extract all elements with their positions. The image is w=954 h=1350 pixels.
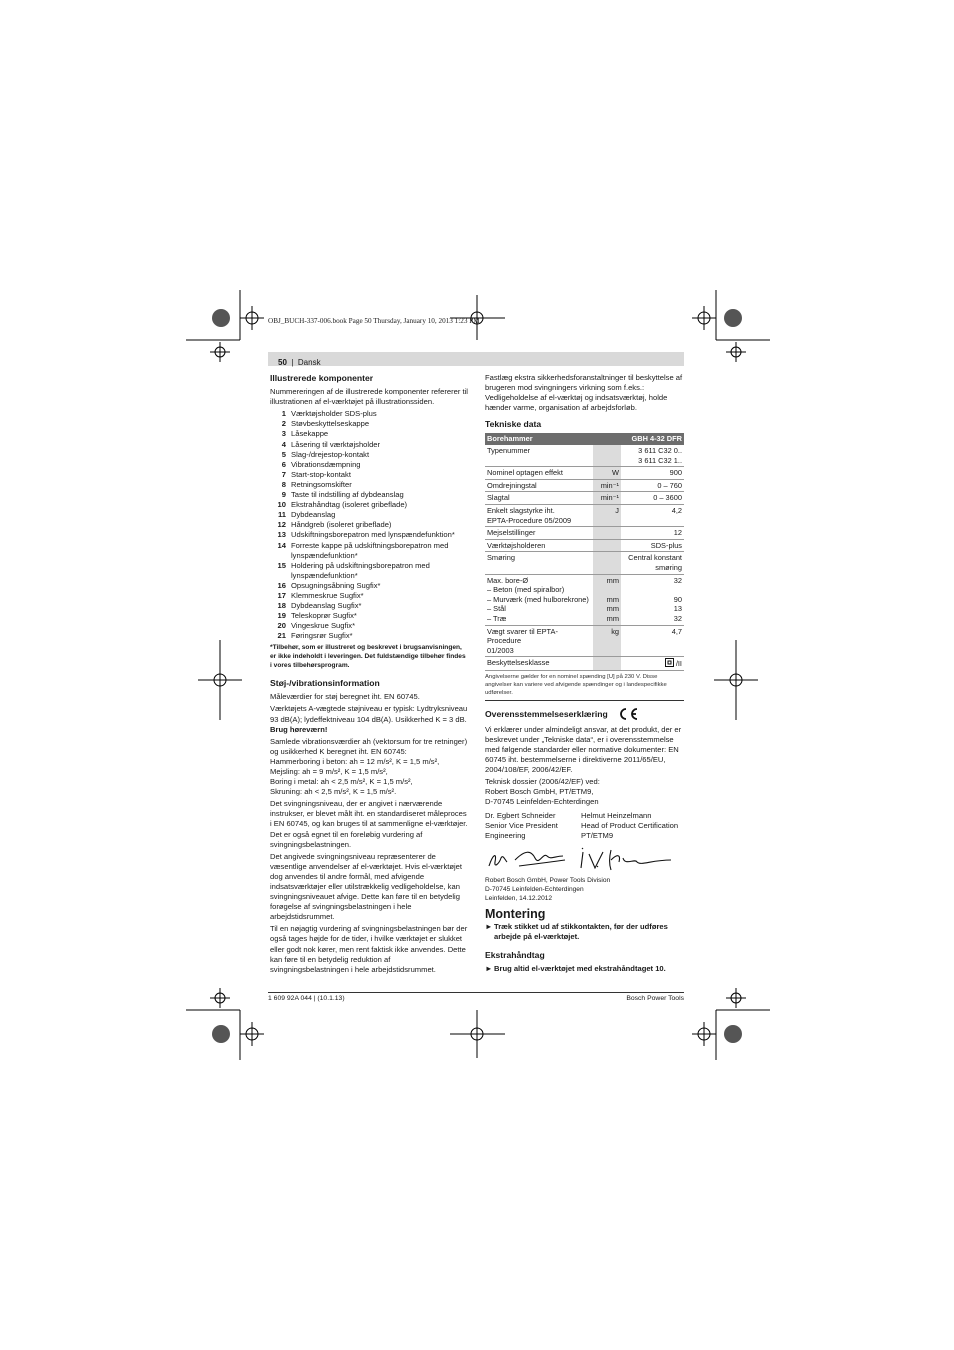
table-row bbox=[485, 552, 684, 574]
item-text: Dybdeanslag Sugfix* bbox=[291, 601, 362, 611]
table-cell-value: 4,2 bbox=[621, 505, 684, 527]
item-text: Teleskoprør Sugfix* bbox=[291, 611, 357, 621]
table-cell-label: Slagtal bbox=[485, 492, 593, 505]
table-cell-value: 3 611 C32 0.. 3 611 C32 1.. bbox=[621, 445, 684, 467]
dossier-text: Teknisk dossier (2006/42/EF) ved: Robert Bosch GmbH, PT/ETM9, D-70745 Leinfelden-Echterdingen bbox=[485, 777, 600, 807]
list-item bbox=[270, 480, 469, 490]
item-text: Opsugningsåbning Sugfix* bbox=[291, 580, 381, 590]
accessory-note: *Tilbehør, som er illustreret og beskrevet i brugsanvisningen, er ikke indeholdt i leveringen. Det fuldstændige tilbehør findes i vores tilbehørsprogram. bbox=[270, 644, 466, 669]
item-number: 20 bbox=[277, 621, 286, 631]
table-cell-unit: min⁻¹ bbox=[593, 479, 621, 492]
table-cell-value: /II bbox=[621, 657, 684, 671]
table-cell-unit bbox=[593, 527, 621, 540]
list-item bbox=[270, 429, 469, 439]
list-item bbox=[270, 581, 469, 591]
item-number: 11 bbox=[277, 510, 286, 520]
table-note: Angivelserne gælder for en nominel spænding [U] på 230 V. Disse angivelser kan variere ved afvigende spændinger og i landespecifikke udførelser. bbox=[485, 673, 684, 701]
ekstra-title: Ekstrahåndtag bbox=[485, 949, 545, 960]
list-item bbox=[270, 500, 469, 510]
table-cell-value: Central konstant smøring bbox=[621, 552, 684, 574]
table-row bbox=[485, 625, 684, 657]
table-row bbox=[485, 574, 684, 625]
vib-line: Hammerboring i beton: ah = 12 m/s², K = 1,5 m/s², bbox=[270, 756, 440, 766]
item-number: 15 bbox=[277, 560, 286, 570]
file-slug: OBJ_BUCH-337-006.book Page 50 Thursday, January 10, 2013 1:23 PM bbox=[268, 317, 480, 325]
table-cell-value: 4,7 bbox=[621, 625, 684, 657]
item-number: 4 bbox=[281, 439, 286, 449]
list-item bbox=[270, 601, 469, 611]
vib-p2: Det angivede svingningsniveau repræsenterer de væsentlige anvendelser af el-værktøjet. Hvis el-værktøjet dog anvendes til andre formål, med afvigende indsatsværktøjer eller utilstrækkelig vedligeholdelse, kan svingningsniveauet afvige. Dette kan føre til en betydelig forøgelse af svingningsbelastningen i hele arbejdstidsrummet. bbox=[270, 851, 463, 922]
table-row bbox=[485, 492, 684, 505]
item-number: 8 bbox=[281, 479, 286, 489]
item-number: 16 bbox=[277, 580, 286, 590]
item-number: 1 bbox=[281, 409, 286, 419]
table-row bbox=[485, 467, 684, 480]
noise-warning: Brug høreværn! bbox=[270, 724, 328, 734]
item-number: 17 bbox=[277, 590, 286, 600]
item-number: 9 bbox=[281, 490, 286, 500]
vib-p1: Det svingningsniveau, der er angivet i nærværende instrukser, er blevet målt iht. en standardiseret måleproces i EN 60745, og kan bruges til at sammenligne el-værktøjer. Det er også egnet til en foreløbig vurdering af svingningsbelastningen. bbox=[270, 799, 468, 849]
table-cell-value: SDS-plus bbox=[621, 539, 684, 552]
list-item bbox=[270, 419, 469, 429]
list-item bbox=[270, 591, 469, 601]
montering-text: Træk stikket ud af stikkontakten, før der udføres arbejde på el-værktøjet. bbox=[494, 921, 668, 941]
item-text: Håndgreb (isoleret gribeflade) bbox=[291, 520, 392, 530]
item-text: Støvbeskyttelseskappe bbox=[291, 419, 370, 429]
table-row bbox=[485, 657, 684, 671]
table-cell-label: Værktøjsholderen bbox=[485, 539, 593, 552]
bullet-arrow-icon: ► bbox=[485, 921, 493, 931]
page-number: 50 bbox=[278, 358, 287, 367]
header-language: Dansk bbox=[297, 358, 321, 367]
components-intro: Nummereringen af de illustrerede komponenter refererer til illustrationen af el-værktøjet på illustrationssiden. bbox=[270, 387, 468, 407]
item-number: 14 bbox=[277, 540, 286, 550]
item-number: 21 bbox=[277, 631, 286, 641]
table-row bbox=[485, 539, 684, 552]
item-number: 19 bbox=[277, 611, 286, 621]
table-cell-label: Max. bore-Ø – Beton (med spiralbor) – Murværk (med hulborekrone) – Stål – Træ bbox=[485, 574, 593, 625]
page-footer bbox=[268, 992, 684, 1002]
item-text: Udskiftningsborepatron med lynspændefunktion* bbox=[291, 530, 455, 540]
list-item bbox=[270, 460, 469, 470]
list-item bbox=[270, 440, 469, 450]
list-item bbox=[270, 530, 469, 540]
item-number: 7 bbox=[281, 469, 286, 479]
ekstra-text: Brug altid el-værktøjet med ekstrahåndtaget 10. bbox=[494, 963, 666, 973]
item-text: Vingeskrue Sugfix* bbox=[291, 621, 356, 631]
vib-line: Mejsling: ah = 9 m/s², K = 1,5 m/s², bbox=[270, 766, 388, 776]
header-separator: | bbox=[291, 358, 294, 367]
table-cell-label: Enkelt slagstyrke iht. EPTA-Procedure 05/2009 bbox=[485, 505, 593, 527]
sign-lines: Robert Bosch GmbH, Power Tools Division D-70745 Leinfelden-Echterdingen Leinfelden, 14.12.2012 bbox=[485, 876, 611, 902]
table-cell-label: Omdrejningstal bbox=[485, 479, 593, 492]
item-number: 13 bbox=[277, 530, 286, 540]
table-cell-unit: min⁻¹ bbox=[593, 492, 621, 505]
table-cell-unit: mm mm mm mm bbox=[593, 574, 621, 625]
item-text: Forreste kappe på udskiftningsborepatron med lynspændefunktion* bbox=[291, 540, 449, 560]
item-text: Retningsomskifter bbox=[291, 479, 352, 489]
list-item bbox=[270, 409, 469, 419]
item-text: Ekstrahåndtag (isoleret gribeflade) bbox=[291, 500, 408, 510]
vib-line: Skruning: ah < 2,5 m/s², K = 1,5 m/s². bbox=[270, 787, 397, 797]
tech-title: Tekniske data bbox=[485, 419, 542, 430]
vib-p4: Fastlæg ekstra sikkerhedsforanstaltninger til beskyttelse af brugeren mod svingningers virkning som f.eks.: Vedligeholdelse af el-værktøj og indsatsværktøj, holde hænder varme, organisation af arbejdsforløb. bbox=[485, 373, 683, 413]
table-cell-label: Nominel optagen effekt bbox=[485, 467, 593, 480]
vib-intro: Samlede vibrationsværdier ah (vektorsum for tre retninger) og usikkerhed K beregnet iht. EN 60745: bbox=[270, 736, 468, 756]
page-header bbox=[268, 352, 684, 366]
item-text: Føringsrør Sugfix* bbox=[291, 631, 353, 641]
item-text: Vibrationsdæmpning bbox=[291, 459, 361, 469]
table-cell-unit bbox=[593, 657, 621, 671]
ekstra-item bbox=[485, 964, 684, 974]
list-item bbox=[270, 450, 469, 460]
item-text: Låsering til værktøjsholder bbox=[291, 439, 381, 449]
table-cell-unit: kg bbox=[593, 625, 621, 657]
item-number: 18 bbox=[277, 601, 286, 611]
list-item bbox=[270, 541, 469, 561]
footer-doc-number: 1 609 92A 044 | (10.1.13) bbox=[268, 995, 345, 1002]
table-cell-label: Mejselstillinger bbox=[485, 527, 593, 540]
signer-2: Helmut Heinzelmann Head of Product Certification PT/ETM9 bbox=[581, 811, 679, 841]
list-item bbox=[270, 611, 469, 621]
components-title: Illustrerede komponenter bbox=[270, 373, 374, 383]
table-row bbox=[485, 479, 684, 492]
item-text: Låsekappe bbox=[291, 429, 329, 439]
item-text: Dybdeanslag bbox=[291, 510, 336, 520]
conformity-heading bbox=[485, 707, 684, 721]
table-cell-value: 0 – 760 bbox=[621, 479, 684, 492]
list-item bbox=[270, 490, 469, 500]
table-cell-unit bbox=[593, 552, 621, 574]
signatures-image bbox=[485, 844, 684, 874]
item-text: Klemmeskrue Sugfix* bbox=[291, 590, 364, 600]
components-list bbox=[270, 409, 469, 641]
footer-brand: Bosch Power Tools bbox=[626, 995, 684, 1002]
item-text: Holdering på udskiftningsborepatron med lynspændefunktion* bbox=[291, 560, 430, 580]
vib-line: Boring i metal: ah < 2,5 m/s², K = 1,5 m/s², bbox=[270, 777, 413, 787]
table-cell-value: 12 bbox=[621, 527, 684, 540]
noise-title: Støj-/vibrationsinformation bbox=[270, 678, 380, 689]
list-item bbox=[270, 470, 469, 480]
table-header-row bbox=[485, 433, 684, 445]
montering-item bbox=[485, 922, 684, 942]
table-header-label: Borehammer bbox=[485, 433, 593, 445]
item-number: 10 bbox=[277, 500, 286, 510]
table-cell-unit: W bbox=[593, 467, 621, 480]
list-item bbox=[270, 510, 469, 520]
vib-p3: Til en nøjagtig vurdering af svingningsbelastningen bør der også tages højde for de tider, i hvilke værktøjet er slukket eller godt nok kører, men rent faktisk ikke anvendes. Dette kan føre til en betydelig reduktion af svingningsbelastningen i hele arbejdstidsrummet. bbox=[270, 924, 468, 974]
table-cell-label: Vægt svarer til EPTA-Procedure 01/2003 bbox=[485, 625, 593, 657]
item-number: 3 bbox=[281, 429, 286, 439]
conformity-title: Overensstemmelseserklæring bbox=[485, 708, 608, 719]
table-row bbox=[485, 505, 684, 527]
table-cell-value: 900 bbox=[621, 467, 684, 480]
list-item bbox=[270, 520, 469, 530]
table-cell-unit bbox=[593, 445, 621, 467]
item-text: Værktøjsholder SDS-plus bbox=[291, 409, 377, 419]
bullet-arrow-icon: ► bbox=[485, 963, 493, 973]
protection-class-icon bbox=[665, 658, 674, 667]
table-cell-label: Typenummer bbox=[485, 445, 593, 467]
tech-data-table bbox=[485, 433, 684, 670]
table-cell-label: Smøring bbox=[485, 552, 593, 574]
table-cell-value: 32 90 13 32 bbox=[621, 574, 684, 625]
list-item bbox=[270, 631, 469, 641]
montering-title: Montering bbox=[485, 906, 546, 921]
ce-mark-icon bbox=[618, 707, 640, 721]
conformity-text: Vi erklærer under almindeligt ansvar, at det produkt, der er beskrevet under „Tekniske data“, er i overensstemmelse med følgende standarder eller normative dokumenter: EN 60745 iht. bestemmelserne i direktiverne 2011/65/EU, 2004/108/EF, 2006/42/EF. bbox=[485, 724, 682, 774]
table-header-model: GBH 4-32 DFR bbox=[621, 433, 684, 445]
item-text: Taste til indstilling af dybdeanslag bbox=[291, 490, 404, 500]
table-cell-unit bbox=[593, 539, 621, 552]
list-item bbox=[270, 621, 469, 631]
item-number: 5 bbox=[281, 449, 286, 459]
left-column bbox=[270, 373, 469, 977]
signers bbox=[485, 811, 684, 841]
right-column bbox=[485, 373, 684, 974]
item-text: Start-stop-kontakt bbox=[291, 469, 351, 479]
table-row bbox=[485, 527, 684, 540]
table-cell-unit: J bbox=[593, 505, 621, 527]
item-number: 2 bbox=[281, 419, 286, 429]
item-text: Slag-/drejestop-kontakt bbox=[291, 449, 370, 459]
list-item bbox=[270, 561, 469, 581]
signer-1: Dr. Egbert Schneider Senior Vice President Engineering bbox=[485, 811, 558, 841]
table-row bbox=[485, 445, 684, 467]
item-number: 12 bbox=[277, 520, 286, 530]
noise-p1: Måleværdier for støj beregnet iht. EN 60745. bbox=[270, 692, 420, 702]
table-cell-label: Beskyttelsesklasse bbox=[485, 657, 593, 671]
noise-p2: Værktøjets A-vægtede støjniveau er typisk: Lydtryksniveau 93 dB(A); lydeffektniveau 104 dB(A). Usikkerhed K = 3 dB. bbox=[270, 704, 468, 724]
table-cell-value: 0 – 3600 bbox=[621, 492, 684, 505]
item-number: 6 bbox=[281, 459, 286, 469]
